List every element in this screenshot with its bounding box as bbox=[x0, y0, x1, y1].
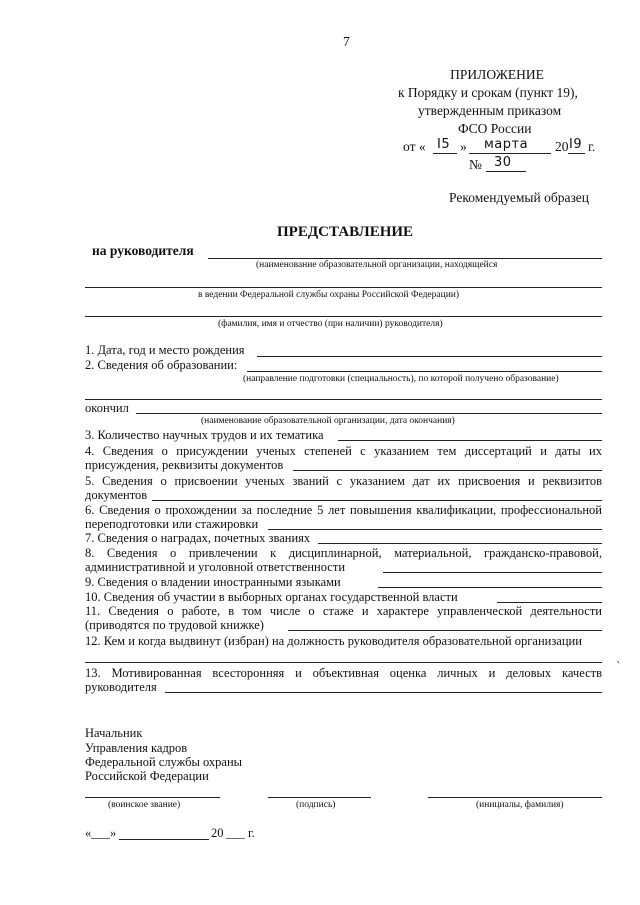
subject-label: на руководителя bbox=[92, 243, 194, 258]
item-4-line2: присуждения, реквизиты документов bbox=[85, 458, 284, 472]
item-2-hint: (направление подготовки (специальность), по которой получено образование) bbox=[243, 374, 559, 384]
item-13-line1: 13. Мотивированная всесторонняя и объективная оценка личных и деловых качеств bbox=[85, 666, 602, 680]
hint-rank: (воинское звание) bbox=[108, 800, 181, 810]
item-8-line1: 8. Сведения о привлечении к дисциплинарной, материальной, гражданско-правовой, bbox=[85, 546, 602, 560]
item-4-line1: 4. Сведения о присуждении ученых степеней с указанием тем диссертаций и даты их bbox=[85, 444, 602, 458]
appendix-month: марта bbox=[484, 137, 529, 152]
item-3-label: 3. Количество научных трудов и их тематика bbox=[85, 428, 324, 442]
signatory-line2: Управления кадров bbox=[85, 741, 188, 755]
appendix-line2: утвержденным приказом bbox=[418, 103, 562, 118]
appendix-num-label: № bbox=[469, 157, 482, 172]
footer-date-open: «___» bbox=[85, 826, 117, 840]
item-5-line1: 5. Сведения о присвоении ученых званий с указанием дат их присвоения и реквизитов bbox=[85, 474, 602, 488]
signatory-line1: Начальник bbox=[85, 726, 143, 740]
hint-initials: (инициалы, фамилия) bbox=[476, 800, 564, 810]
footer-year-unit: г. bbox=[248, 826, 255, 840]
appendix-year-unit: г. bbox=[588, 139, 596, 154]
hint-signature: (подпись) bbox=[296, 800, 336, 810]
item-9-label: 9. Сведения о владении иностранными языками bbox=[85, 575, 341, 589]
hint-fio: (фамилия, имя и отчество (при наличии) руководителя) bbox=[218, 319, 443, 329]
item-1-label: 1. Дата, год и место рождения bbox=[85, 343, 245, 357]
appendix-line3: ФСО России bbox=[458, 121, 532, 136]
item-6-line1: 6. Сведения о прохождении за последние 5 лет повышения квалификации, профессиональной bbox=[85, 503, 602, 517]
margin-mark: ˏ bbox=[615, 649, 625, 665]
recommended-sample: Рекомендуемый образец bbox=[449, 190, 590, 205]
appendix-day: I5 bbox=[437, 137, 451, 152]
hint-org1: (наименование образовательной организации, находящейся bbox=[256, 260, 498, 270]
item-13-line2: руководителя bbox=[85, 680, 157, 694]
appendix-num-value: 30 bbox=[494, 155, 512, 170]
footer-year-blank: ___ bbox=[226, 826, 245, 840]
item-2-label: 2. Сведения об образовании: bbox=[85, 358, 238, 372]
hint-org2: в ведении Федеральной службы охраны Российской Федерации) bbox=[198, 290, 460, 300]
item-12-label: 12. Кем и когда выдвинут (избран) на должность руководителя образовательной организации bbox=[85, 634, 582, 648]
item-6-line2: переподготовки или стажировки bbox=[85, 517, 259, 531]
appendix-date-mid: » bbox=[460, 139, 467, 154]
item-5-line2: документов bbox=[85, 488, 148, 502]
footer-year-prefix: 20 bbox=[211, 826, 224, 840]
item-10-label: 10. Сведения об участии в выборных органах государственной власти bbox=[85, 590, 458, 604]
appendix-date-prefix: от « bbox=[403, 139, 426, 154]
subject-line bbox=[208, 258, 602, 259]
finished-label: окончил bbox=[85, 401, 129, 415]
item-7-label: 7. Сведения о наградах, почетных званиях bbox=[85, 531, 311, 545]
signatory-line4: Российской Федерации bbox=[85, 769, 209, 783]
appendix-year-prefix: 20 bbox=[555, 139, 569, 154]
appendix-title: ПРИЛОЖЕНИЕ bbox=[450, 67, 544, 82]
appendix-line1: к Порядку и срокам (пункт 19), bbox=[398, 85, 578, 100]
document-title: ПРЕДСТАВЛЕНИЕ bbox=[277, 224, 414, 240]
item-11-line1: 11. Сведения о работе, в том числе о стаже и характере управленческой деятельности bbox=[85, 604, 602, 618]
page-number: 7 bbox=[343, 34, 350, 49]
finished-hint: (наименование образовательной организации, дата окончания) bbox=[201, 416, 455, 426]
item-8-line2: административной и уголовной ответственности bbox=[85, 560, 346, 574]
item-11-line2: (приводятся по трудовой книжке) bbox=[85, 618, 264, 632]
appendix-year-suffix: I9 bbox=[569, 137, 583, 152]
signatory-line3: Федеральной службы охраны bbox=[85, 755, 243, 769]
